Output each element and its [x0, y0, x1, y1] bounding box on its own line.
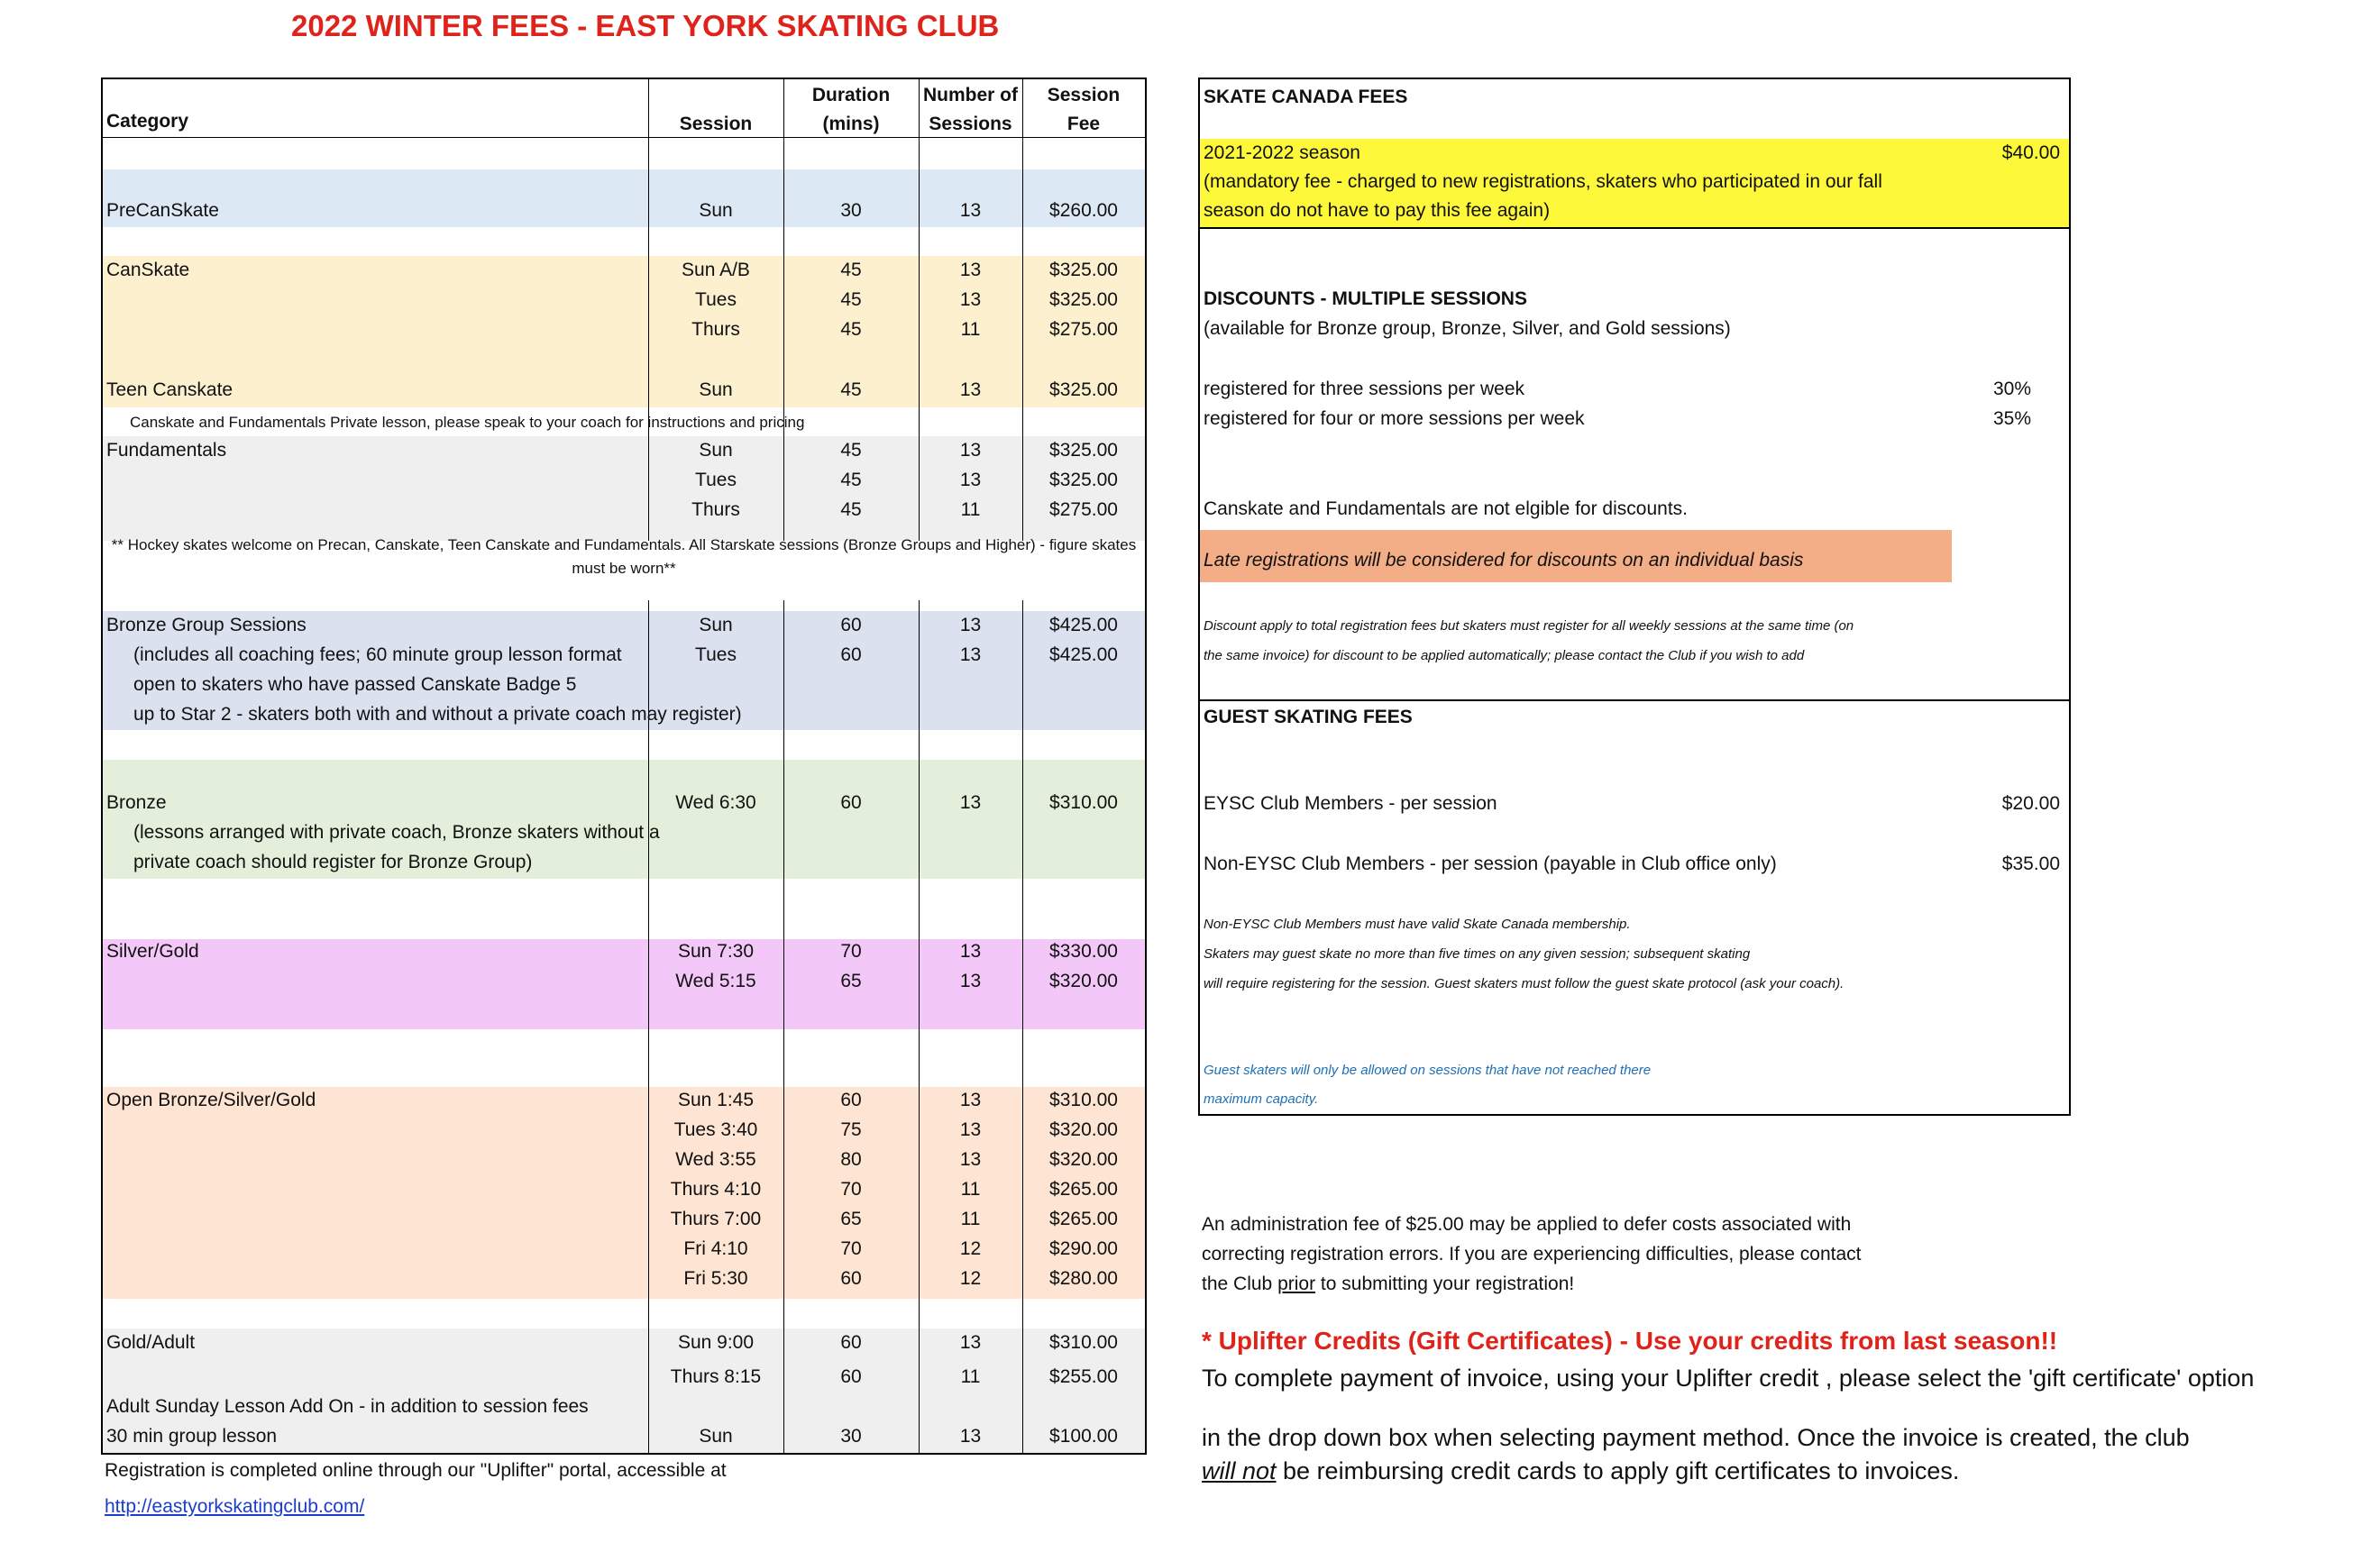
row-category: CanSkate: [106, 260, 190, 280]
adult-addon-note: Adult Sunday Lesson Add On - in addition to session fees: [106, 1396, 589, 1417]
row-session: Tues 3:40: [673, 1119, 758, 1140]
registration-text: Registration is completed online through our "Uplifter" portal, accessible at: [105, 1460, 727, 1481]
row-category: Gold/Adult: [106, 1332, 196, 1353]
club-website-link[interactable]: http://eastyorkskatingclub.com/: [105, 1496, 365, 1517]
eysc-members-label: EYSC Club Members - per session: [1204, 793, 1497, 814]
section-divider: [1200, 699, 2069, 701]
row-duration: 70: [840, 941, 862, 962]
guest-capacity-note-l2: maximum capacity.: [1204, 1091, 1319, 1107]
row-number: 11: [960, 1179, 981, 1200]
hockey-note: ** Hockey skates welcome on Precan, Canskate, Teen Canskate and Fundamentals. All Starskate sessions (Bronze Groups and Higher) - figure skates: [111, 536, 1137, 553]
row-number: 13: [959, 1149, 982, 1170]
row-session: Sun 7:30: [677, 941, 755, 962]
credits-instructions-l3: [1202, 1457, 1959, 1485]
row-fee: $290.00: [1049, 1238, 1118, 1259]
admin-fee-note: An administration fee of $25.00 may be applied to defer costs associated with: [1202, 1214, 1852, 1235]
discounts-heading: DISCOUNTS - MULTIPLE SESSIONS: [1204, 288, 1527, 309]
row-duration: 75: [840, 1119, 862, 1140]
row-duration: 70: [840, 1179, 862, 1200]
row-category: 30 min group lesson: [106, 1426, 278, 1447]
row-category: (includes all coaching fees; 60 minute group lesson format: [133, 644, 622, 665]
guest-note-2: Skaters may guest skate no more than five times on any given session; subsequent skating: [1204, 946, 1751, 962]
four-sessions-pct: 35%: [1993, 408, 2032, 429]
row-duration: 30: [840, 1426, 862, 1447]
row-number: 13: [959, 260, 982, 280]
admin-fee-note-l2: correcting registration errors. If you are experiencing difficulties, please contact: [1202, 1244, 1862, 1265]
row-fee: $275.00: [1049, 319, 1118, 340]
bronze-group-note: open to skaters who have passed Canskate Badge 5: [133, 674, 577, 695]
row-number: 13: [959, 200, 982, 221]
row-session: Tues: [695, 289, 737, 310]
not-eligible-note: Canskate and Fundamentals are not elgible for discounts.: [1204, 498, 1688, 519]
private-lesson-note: Canskate and Fundamentals Private lesson, please speak to your coach for instructions and pricing: [130, 414, 805, 431]
row-fee: $310.00: [1049, 792, 1118, 813]
row-duration: 45: [840, 289, 862, 310]
row-session: Wed 6:30: [675, 792, 756, 813]
header-number-l2: Sessions: [929, 114, 1012, 134]
non-eysc-fee: $35.00: [2001, 854, 2060, 874]
row-session: Thurs 4:10: [670, 1179, 762, 1200]
eysc-fee: $20.00: [2001, 793, 2060, 814]
guest-capacity-note: Guest skaters will only be allowed on sessions that have not reached there: [1204, 1063, 1652, 1078]
header-duration-unit: (mins): [822, 114, 880, 134]
row-category: Fundamentals: [106, 440, 227, 461]
row-category: Bronze: [106, 792, 167, 813]
bronze-note: (lessons arranged with private coach, Bronze skaters without a: [133, 822, 660, 843]
row-fee: $275.00: [1049, 499, 1118, 520]
hockey-note-l2: must be worn**: [572, 560, 676, 577]
admin-fee-prior: prior: [1277, 1274, 1316, 1294]
row-session: Sun: [699, 1426, 733, 1447]
admin-fee-text-end: to submitting your registration!: [1315, 1274, 1575, 1294]
row-category: Open Bronze/Silver/Gold: [106, 1090, 316, 1110]
row-duration: 45: [840, 470, 862, 490]
row-session: Thurs 7:00: [670, 1209, 762, 1229]
row-fee: $325.00: [1049, 440, 1118, 461]
row-fee: $325.00: [1049, 379, 1118, 400]
row-session: Sun: [699, 379, 733, 400]
season-label: 2021-2022 season: [1204, 142, 1360, 163]
row-session: Wed 5:15: [675, 971, 756, 991]
header-fee-l2: Fee: [1066, 114, 1101, 134]
row-fee: $310.00: [1049, 1332, 1118, 1353]
credits-instructions: To complete payment of invoice, using your Uplifter credit , please select the 'gift certificate' option: [1202, 1365, 2255, 1392]
row-fee: $320.00: [1049, 971, 1118, 991]
row-number: 13: [959, 440, 982, 461]
row-session: Sun 1:45: [677, 1090, 755, 1110]
row-fee: $330.00: [1049, 941, 1118, 962]
row-duration: 60: [840, 644, 862, 665]
header-number: Number of: [923, 85, 1018, 105]
row-session: Sun: [699, 615, 733, 635]
row-duration: 60: [840, 1090, 862, 1110]
row-fee: $255.00: [1049, 1366, 1118, 1387]
row-duration: 45: [840, 440, 862, 461]
row-duration: 70: [840, 1238, 862, 1259]
page-title: 2022 WINTER FEES - EAST YORK SKATING CLUB: [291, 9, 1000, 42]
header-duration: Duration: [811, 85, 891, 105]
guest-heading: GUEST SKATING FEES: [1204, 707, 1413, 727]
row-number: 13: [959, 941, 982, 962]
admin-fee-note-l3: [1202, 1269, 1574, 1299]
mandatory-note-l2: season do not have to pay this fee again): [1204, 200, 1551, 221]
discounts-available: (available for Bronze group, Bronze, Silver, and Gold sessions): [1204, 318, 1731, 339]
row-number: 13: [959, 289, 982, 310]
row-session: Thurs 8:15: [670, 1366, 762, 1387]
credits-rest: be reimbursing credit cards to apply gift certificates to invoices.: [1276, 1457, 1960, 1484]
row-duration: 60: [840, 615, 862, 635]
row-fee: $325.00: [1049, 260, 1118, 280]
row-duration: 60: [840, 1268, 862, 1289]
row-session: Sun 9:00: [677, 1332, 755, 1353]
four-sessions-label: registered for four or more sessions per week: [1204, 408, 1585, 429]
row-number: 13: [959, 971, 982, 991]
row-session: Tues: [695, 644, 737, 665]
season-fee: $40.00: [2001, 142, 2060, 163]
header-session: Session: [679, 114, 753, 134]
row-number: 11: [960, 1366, 981, 1387]
credits-instructions-l2: in the drop down box when selecting payment method. Once the invoice is created, the club: [1202, 1424, 2190, 1451]
row-fee: $265.00: [1049, 1209, 1118, 1229]
mandatory-note: (mandatory fee - charged to new registrations, skaters who participated in our fall: [1204, 171, 1882, 192]
row-session: Thurs: [691, 319, 740, 340]
skate-canada-box: [1198, 78, 2071, 1116]
admin-fee-text: the Club: [1202, 1274, 1278, 1294]
row-duration: 60: [840, 792, 862, 813]
row-fee: $325.00: [1049, 289, 1118, 310]
row-session: Fri 5:30: [683, 1268, 748, 1289]
row-duration: 45: [840, 499, 862, 520]
row-number: 13: [959, 792, 982, 813]
row-number: 13: [959, 1332, 982, 1353]
row-duration: 80: [840, 1149, 862, 1170]
row-fee: $425.00: [1049, 615, 1118, 635]
credits-will-not: will not: [1202, 1457, 1277, 1484]
row-fee: $100.00: [1049, 1426, 1118, 1447]
row-duration: 30: [840, 200, 862, 221]
row-session: Sun: [699, 440, 733, 461]
row-number: 13: [959, 470, 982, 490]
row-number: 11: [960, 1209, 981, 1229]
row-duration: 45: [840, 319, 862, 340]
header-fee: Session: [1047, 85, 1121, 105]
row-number: 13: [959, 1119, 982, 1140]
row-fee: $260.00: [1049, 200, 1118, 221]
row-session: Fri 4:10: [683, 1238, 748, 1259]
row-session: Wed 3:55: [675, 1149, 756, 1170]
row-duration: 65: [840, 971, 862, 991]
row-category: Teen Canskate: [106, 379, 233, 400]
row-fee: $320.00: [1049, 1119, 1118, 1140]
row-duration: 65: [840, 1209, 862, 1229]
row-duration: 60: [840, 1332, 862, 1353]
three-sessions-pct: 30%: [1993, 379, 2032, 399]
row-category: PreCanSkate: [106, 200, 219, 221]
row-number: 13: [959, 379, 982, 400]
discount-apply-note: Discount apply to total registration fees but skaters must register for all weekly sessions at the same time (on: [1204, 618, 1854, 634]
guest-note: Non-EYSC Club Members must have valid Skate Canada membership.: [1204, 917, 1631, 932]
row-number: 11: [960, 319, 981, 340]
row-number: 13: [959, 1426, 982, 1447]
row-number: 13: [959, 644, 982, 665]
row-session: Thurs: [691, 499, 740, 520]
row-fee: $280.00: [1049, 1268, 1118, 1289]
row-number: 13: [959, 1090, 982, 1110]
row-duration: 60: [840, 1366, 862, 1387]
row-fee: $310.00: [1049, 1090, 1118, 1110]
row-number: 12: [959, 1238, 982, 1259]
row-session: Sun: [699, 200, 733, 221]
three-sessions-label: registered for three sessions per week: [1204, 379, 1525, 399]
guest-note-3: will require registering for the session. Guest skaters must follow the guest skate protocol (ask your coach).: [1204, 976, 1844, 991]
row-fee: $320.00: [1049, 1149, 1118, 1170]
row-category: Bronze Group Sessions: [106, 615, 307, 635]
bronze-note-l2: private coach should register for Bronze Group): [133, 852, 533, 872]
discount-apply-note-l2: the same invoice) for discount to be applied automatically; please contact the Club if you wish to add: [1204, 648, 1805, 663]
row-fee: $265.00: [1049, 1179, 1118, 1200]
row-category: Silver/Gold: [106, 941, 199, 962]
row-session: Tues: [695, 470, 737, 490]
late-registration-note: Late registrations will be considered for discounts on an individual basis: [1204, 550, 1804, 571]
row-session: Sun A/B: [682, 260, 750, 280]
row-fee: $425.00: [1049, 644, 1118, 665]
bronze-group-note-l2: up to Star 2 - skaters both with and without a private coach may register): [133, 704, 742, 725]
credits-heading: * Uplifter Credits (Gift Certificates) - Use your credits from last season!!: [1202, 1327, 2058, 1355]
fees-table: [101, 78, 1147, 1455]
row-number: 13: [959, 615, 982, 635]
non-eysc-label: Non-EYSC Club Members - per session (payable in Club office only): [1204, 854, 1777, 874]
row-number: 12: [959, 1268, 982, 1289]
row-duration: 45: [840, 260, 862, 280]
row-number: 11: [960, 499, 981, 520]
row-fee: $325.00: [1049, 470, 1118, 490]
header-category: Category: [106, 111, 189, 132]
row-duration: 45: [840, 379, 862, 400]
skate-canada-heading: SKATE CANADA FEES: [1204, 87, 1408, 107]
